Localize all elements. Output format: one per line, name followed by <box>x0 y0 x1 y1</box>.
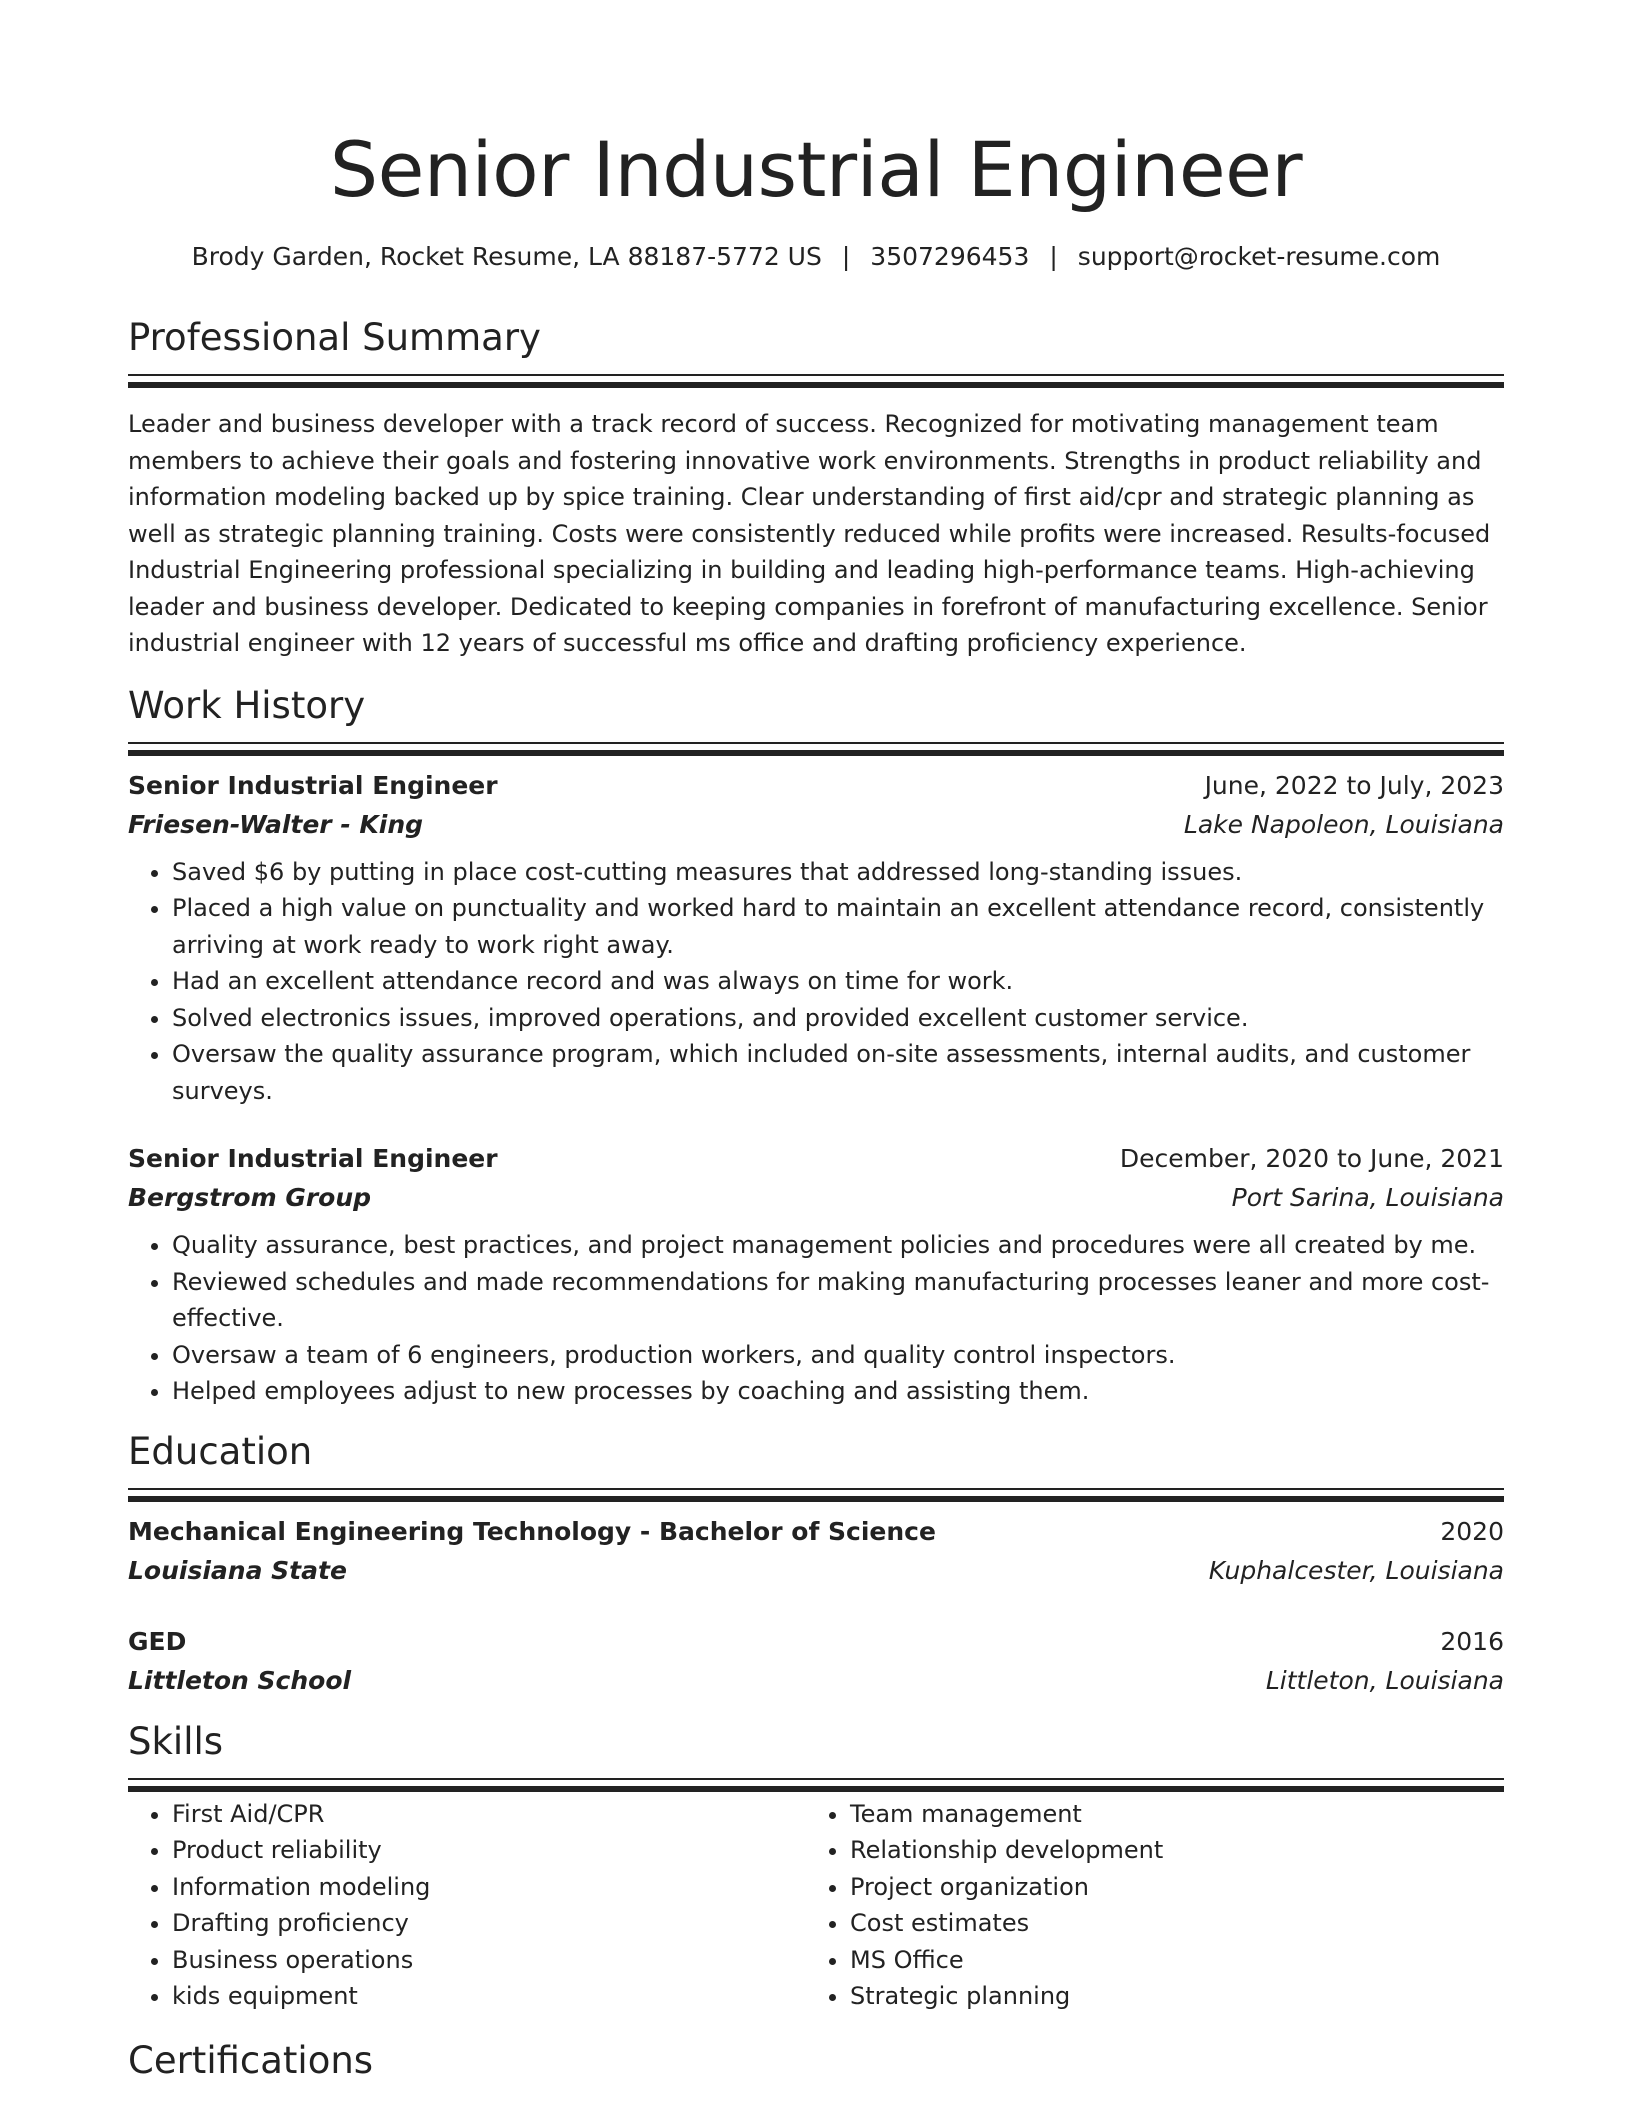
skill-item: • Drafting proficiency <box>172 1905 806 1942</box>
education-entry <box>128 1512 1504 1590</box>
job-subheader <box>128 1178 1504 1217</box>
summary-section <box>128 314 1504 662</box>
skill-item: • First Aid/CPR <box>172 1796 806 1833</box>
job-dates: December, 2020 to June, 2021 <box>1119 1144 1504 1173</box>
skill-item: • Relationship development <box>850 1832 1484 1869</box>
education-section <box>128 1428 1504 1700</box>
job-dates: June, 2022 to July, 2023 <box>1204 770 1504 800</box>
separator: | <box>841 242 851 271</box>
job-entry <box>128 766 1504 1110</box>
school: Louisiana State <box>128 1555 347 1585</box>
phone: 3507296453 <box>870 242 1030 271</box>
education-subheader <box>128 1661 1504 1700</box>
separator: | <box>1049 242 1058 271</box>
education-header <box>128 1512 1504 1551</box>
employer: Friesen-Walter - King <box>128 809 424 839</box>
list-item: • Saved $6 by putting in place cost-cutting measures that addressed long-standing issues. <box>172 854 1504 891</box>
job-location: Port Sarina, Louisiana <box>1231 1183 1504 1212</box>
list-item: • Solved electronics issues, improved operations, and provided excellent customer service. <box>172 1000 1504 1037</box>
degree: Mechanical Engineering Technology - Bachelor of Science <box>128 1516 936 1546</box>
job-location: Lake Napoleon, Louisiana <box>1183 809 1504 839</box>
employer: Bergstrom Group <box>128 1183 372 1212</box>
skill-item: • MS Office <box>850 1942 1484 1979</box>
skill-item: • Strategic planning <box>850 1978 1484 2015</box>
degree: GED <box>128 1626 187 1656</box>
skill-item: • Team management <box>850 1796 1484 1833</box>
job-bullets <box>128 1227 1504 1410</box>
list-item: • Placed a high value on punctuality and worked hard to maintain an excellent attendance record, consistently arriving at work ready to work right away. <box>172 890 1504 963</box>
certifications-section <box>128 2037 1504 2085</box>
section-rule <box>128 742 1504 752</box>
list-item: • Oversaw a team of 6 engineers, production workers, and quality control inspectors. <box>172 1337 1504 1374</box>
skills-column-left <box>128 1796 806 2015</box>
job-title: Senior Industrial Engineer <box>128 1144 498 1173</box>
job-entry <box>128 1139 1504 1410</box>
job-subheader <box>128 805 1504 844</box>
graduation-year: 2016 <box>1440 1626 1504 1656</box>
section-heading: Work History <box>128 683 366 727</box>
job-header <box>128 1139 1504 1178</box>
education-header <box>128 1622 1504 1661</box>
skills-section <box>128 1718 1504 2015</box>
graduation-year: 2020 <box>1440 1516 1504 1546</box>
list-item: • Quality assurance, best practices, and project management policies and procedures were all created by me. <box>172 1227 1504 1264</box>
school: Littleton School <box>128 1665 352 1695</box>
contact-line <box>128 240 1504 274</box>
section-heading: Education <box>128 1429 313 1473</box>
email: support@rocket-resume.com <box>1077 242 1441 271</box>
job-header <box>128 766 1504 805</box>
resume-title: Senior Industrial Engineer <box>329 125 1303 214</box>
section-rule <box>128 1778 1504 1788</box>
skill-item: • kids equipment <box>172 1978 806 2015</box>
school-location: Littleton, Louisiana <box>1265 1665 1504 1695</box>
skill-item: • Business operations <box>172 1942 806 1979</box>
summary-text: Leader and business developer with a track record of success. Recognized for motivating management team members to achieve their goals and fostering innovative work environments. Strengths in product reliability and information modeling backed up by spice training. Clear understanding of first aid/cpr and strategic planning as well as strategic planning training. Costs were consistently reduced while profits were increased. Results-focused Industrial Engineering professional specializing in building and leading high-performance teams. High-achieving leader and business developer. Dedicated to keeping companies in forefront of manufacturing excellence. Senior industrial engineer with 12 years of successful ms office and drafting proficiency experience. <box>128 410 1491 657</box>
work-section <box>128 682 1504 1410</box>
education-entry <box>128 1622 1504 1700</box>
address: Brody Garden, Rocket Resume, LA 88187-5772 US <box>191 242 822 271</box>
list-item: • Had an excellent attendance record and was always on time for work. <box>172 963 1504 1000</box>
list-item: • Helped employees adjust to new processes by coaching and assisting them. <box>172 1373 1504 1410</box>
job-bullets <box>128 854 1504 1110</box>
list-item: • Reviewed schedules and made recommendations for making manufacturing processes leaner and more cost-effective. <box>172 1264 1504 1337</box>
section-rule <box>128 1488 1504 1498</box>
skill-item: • Project organization <box>850 1869 1484 1906</box>
section-heading: Certifications <box>128 2038 374 2082</box>
resume-page <box>128 0 1504 2085</box>
school-location: Kuphalcester, Louisiana <box>1208 1555 1504 1585</box>
section-rule <box>128 374 1504 384</box>
skill-item: • Information modeling <box>172 1869 806 1906</box>
section-heading: Professional Summary <box>128 316 541 359</box>
education-subheader <box>128 1551 1504 1590</box>
skill-item: • Product reliability <box>172 1832 806 1869</box>
section-heading: Skills <box>128 1719 224 1763</box>
job-title: Senior Industrial Engineer <box>128 770 498 800</box>
list-item: • Oversaw the quality assurance program, which included on-site assessments, internal audits, and customer surveys. <box>172 1036 1504 1109</box>
skills-grid <box>128 1796 1504 2015</box>
skills-column-right <box>806 1796 1484 2015</box>
skill-item: • Cost estimates <box>850 1905 1484 1942</box>
